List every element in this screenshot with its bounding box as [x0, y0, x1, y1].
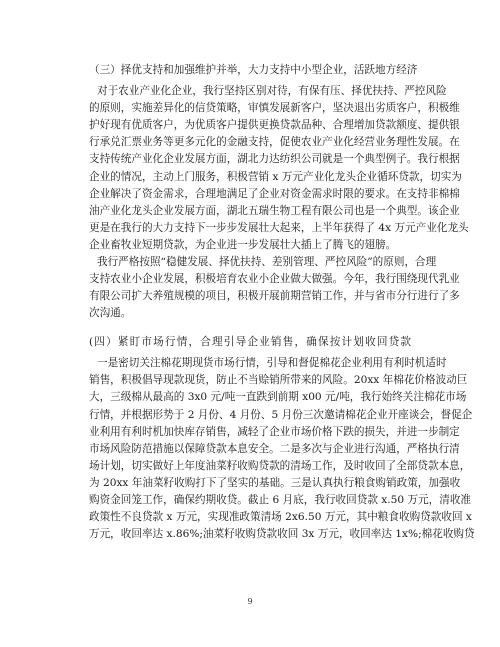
paragraph-line: 场计划，切实做好上年度油菜籽收购贷款的清场工作，及时收回了全部贷款本息， — [89, 460, 471, 472]
page-number: 9 — [247, 597, 253, 606]
paragraph-line: 企业畜牧业短期贷款，为企业进一步发展壮大插上了腾飞的翅膀。 — [89, 239, 397, 251]
paragraph-line: 支持传统产业化企业发展方面，湖北力达纺织公司就是一个典型例子。我行根据 — [89, 153, 460, 165]
paragraph-line: 的原则，实施差异化的信贷策略，审慎发展新客户，坚决退出劣质客户，积极维 — [89, 102, 460, 114]
paragraph-line: 万元，收回率达 x.86%;油菜籽收购贷款收回 3x 万元，收回率达 1x%;棉花收购贷 — [89, 528, 475, 540]
paragraph-line: 大，三级棉从最高的 3x0 元/吨一直跌到前期 x00 元/吨，我行始终关注棉花市场 — [89, 391, 467, 403]
paragraph-line: 护好现有优质客户，为优质客户提供更换贷款品种、合理增加贷款额度、提供银 — [89, 119, 460, 131]
paragraph-line: 支持农业小企业发展，积极培育农业小企业做大做强。今年，我行围绕现代乳业 — [89, 273, 460, 285]
paragraph-line: 销售，积极倡导现款现货，防止不当赊销所带来的风险。20xx 年棉花价格波动巨 — [89, 374, 468, 386]
paragraph-line: 行承兑汇票业务等更多元化的金融支持，促使农业产业化经营业务理性发展。在 — [89, 136, 460, 148]
section-heading: (四）紧盯市场行情，合理引导企业销售，确保按计划收回贷款 — [89, 336, 411, 348]
paragraph-line: 更是在我行的大力支持下一步步发展壮大起来，上半年获得了 4x 万元产业化龙头 — [89, 222, 469, 234]
paragraph-line: 政策性不良贷款 x 万元，实现准政策清场 2x6.50 万元，其中粮食收购贷款收回 x — [89, 511, 472, 523]
paragraph-line: 次沟通。 — [89, 307, 132, 319]
paragraph-line: 有限公司扩大养殖规模的项目，积极开展前期营销工作，并与省市分行进行了多 — [89, 290, 460, 302]
paragraph-line: 购资金回笼工作，确保约期收贷。截止 6 月底，我行收回贷款 x.50 万元，清收准 — [89, 494, 472, 506]
paragraph-line: 油产业化龙头企业发展方面，湖北五瑞生物工程有限公司也是一个典型。该企业 — [89, 205, 460, 217]
paragraph-line: 企业解决了资金需求，合理地满足了企业对资金需求时限的要求。在支持非棉棉 — [89, 188, 460, 200]
paragraph-line: 对于农业产业化企业，我行坚持区别对待，有保有压、择优扶持、严控风险 — [97, 85, 447, 97]
paragraph-line: 一是密切关注棉花期现货市场行情，引导和督促棉花企业利用有利时机适时 — [97, 357, 447, 369]
paragraph-line: 市场风险防范措施以保障贷款本息安全。二是多次与企业进行沟通，严格执行清 — [89, 443, 460, 455]
paragraph-line: 我行严格按照“稳健发展、择优扶持、差别管理、严控风险”的原则，合理 — [97, 256, 437, 268]
section-heading: （三）择优支持和加强维护并举，大力支持中小型企业，活跃地方经济 — [89, 64, 418, 76]
paragraph-line: 业利用有利时机加快库存销售，减轻了企业市场价格下跌的损失，并进一步制定 — [89, 426, 460, 438]
paragraph-line: 为 20xx 年油菜籽收购打下了坚实的基础。三是认真执行粮食购销政策，加强收 — [89, 477, 461, 489]
paragraph-line: 企业的情况，主动上门服务，积极营销 x 万元产业化龙头企业循环贷款，切实为 — [89, 171, 462, 183]
paragraph-line: 行情，并根据形势于 2 月份、4 月份、5 月份三次邀请棉花企业开座谈会，督促企 — [89, 409, 473, 421]
